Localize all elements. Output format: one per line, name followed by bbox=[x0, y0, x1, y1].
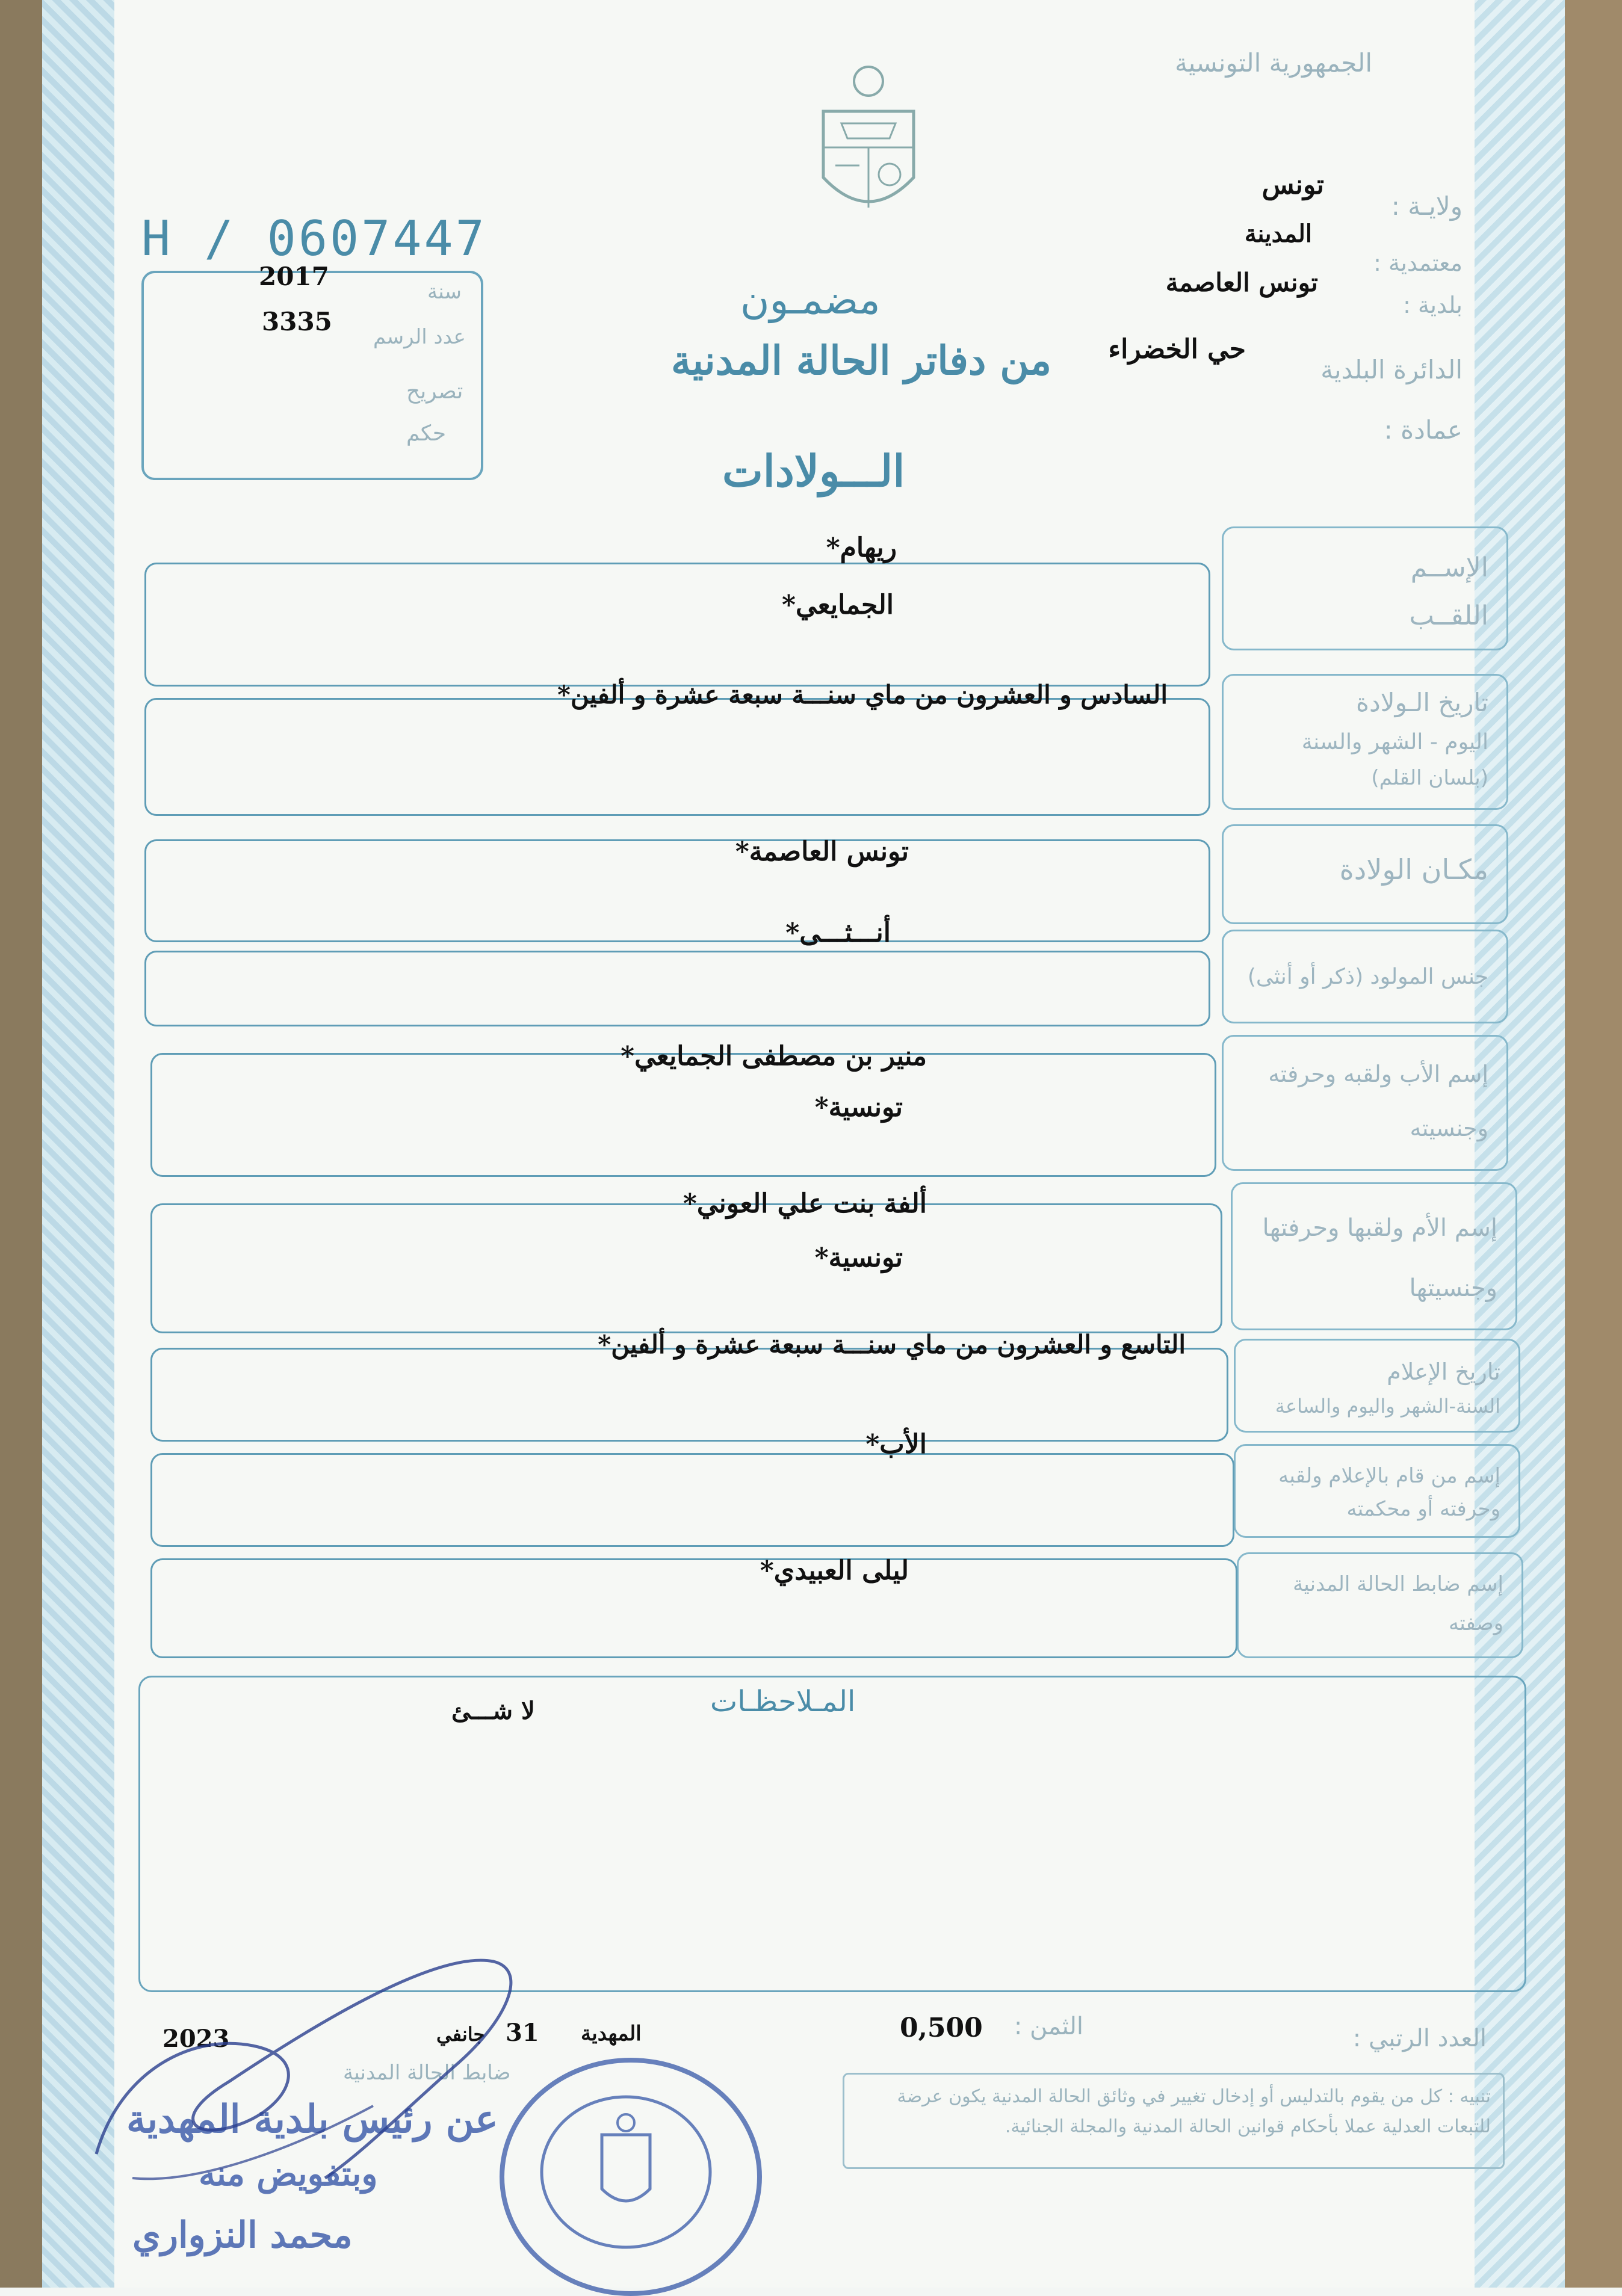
value-sex bbox=[144, 951, 1210, 1026]
label-declarant: إسم من قام بالإعلام ولقبه وحرفته أو محكمته bbox=[1234, 1444, 1520, 1538]
title-births: الـــولادات bbox=[722, 445, 905, 496]
label-mother: إسم الأم ولقبها وحرفتها وجنسيتها bbox=[1231, 1182, 1517, 1330]
record-label: عدد الرسم bbox=[373, 325, 466, 349]
coat-of-arms-icon bbox=[811, 63, 926, 232]
remarks-value: لا شـــئ bbox=[451, 1697, 535, 1725]
remarks-title: المـلاحظـات bbox=[710, 1685, 856, 1718]
label-father: إسم الأب ولقبه وحرفته وجنسيته bbox=[1222, 1035, 1508, 1171]
label-name: الإســم اللقــب bbox=[1222, 526, 1508, 650]
legal-warning: تنبيه : كل من يقوم بالتدليس أو إدخال تغيير في وثائق الحالة المدنية يكون عرضة للتبعات العدلية عملا بأحكام قوانين الحالة المدنية والمجلة الجنائية. bbox=[843, 2073, 1505, 2169]
year-label: سنة bbox=[427, 280, 462, 304]
governorate-value: تونس bbox=[1261, 170, 1324, 200]
delegation-label: معتمدية : bbox=[1373, 250, 1463, 276]
label-sex: جنس المولود (ذكر أو أنثى) bbox=[1222, 930, 1508, 1023]
given-name-value: ريهام* bbox=[826, 532, 897, 563]
value-birth-place bbox=[144, 839, 1210, 942]
background-right bbox=[1565, 0, 1622, 2288]
serial-number: 0607447 bbox=[267, 211, 487, 267]
omda-label: عمادة : bbox=[1384, 415, 1463, 445]
republic-label: الجمهورية التونسية bbox=[1175, 48, 1372, 78]
title-civil-registry: من دفاتر الحالة المدنية bbox=[671, 337, 1051, 384]
father-nationality-value: تونسية* bbox=[814, 1092, 903, 1123]
month-value: جانفي bbox=[436, 2023, 486, 2046]
declaration-label: تصريح bbox=[406, 379, 463, 404]
value-officer bbox=[150, 1558, 1237, 1658]
mother-value: ألفة بنت علي العوني* bbox=[683, 1188, 927, 1219]
sex-value: أنـــثـــى* bbox=[785, 918, 891, 948]
serial-prefix: H / bbox=[141, 211, 236, 267]
price-label: الثمن : bbox=[1014, 2013, 1083, 2040]
value-declaration-date bbox=[150, 1348, 1228, 1442]
judgment-label: حكم bbox=[406, 421, 447, 446]
district-value: حي الخضراء bbox=[1108, 334, 1246, 365]
officer-value: ليلى العبيدي* bbox=[760, 1555, 909, 1586]
governorate-label: ولايـة : bbox=[1391, 191, 1463, 221]
birth-place-value: تونس العاصمة* bbox=[735, 836, 909, 867]
value-mother bbox=[150, 1203, 1222, 1333]
birth-certificate-sheet bbox=[42, 0, 1565, 2288]
signature-line-3: محمد النزواري bbox=[132, 2214, 353, 2256]
background-left bbox=[0, 0, 42, 2288]
surname-value: الجمايعي* bbox=[781, 590, 894, 620]
label-declaration-date: تاريخ الإعلام السنة-الشهر واليوم والساعة bbox=[1234, 1339, 1520, 1433]
officer-label: ضابط الحالة المدنية bbox=[343, 2061, 511, 2085]
value-name bbox=[144, 563, 1210, 687]
record-number-label: العدد الرتبي : bbox=[1352, 2025, 1487, 2052]
declarant-value: الأب* bbox=[865, 1429, 927, 1460]
title-content: مضمـون bbox=[740, 277, 881, 323]
value-declarant bbox=[150, 1453, 1234, 1547]
label-officer: إسم ضابط الحالة المدنية وصفته bbox=[1237, 1552, 1523, 1658]
price-value: 0,500 bbox=[900, 2013, 983, 2043]
father-value: منير بن مصطفى الجمايعي* bbox=[621, 1041, 927, 1072]
signature-line-1: عن رئيس بلدية المهدية bbox=[126, 2097, 498, 2142]
record-value: 3335 bbox=[262, 307, 332, 336]
mother-nationality-value: تونسية* bbox=[814, 1242, 903, 1273]
day-value: 31 bbox=[506, 2019, 539, 2047]
municipality-value: تونس العاصمة bbox=[1165, 268, 1318, 297]
year-value-footer: 2023 bbox=[163, 2025, 230, 2053]
municipality-label: بلدية : bbox=[1403, 292, 1463, 318]
place-value: المهدية bbox=[581, 2022, 642, 2046]
birth-date-value: السادس و العشرون من ماي سنـــة سبعة عشرة و ألفين* bbox=[557, 680, 1168, 709]
value-birth-date bbox=[144, 698, 1210, 816]
delegation-value: المدينة bbox=[1244, 220, 1312, 248]
year-value: 2017 bbox=[259, 262, 329, 291]
handwritten-signature bbox=[72, 1925, 614, 2226]
label-birth-place: مكـان الولادة bbox=[1222, 824, 1508, 924]
district-label: الدائرة البلدية bbox=[1320, 355, 1463, 384]
declaration-date-value: التاسع و العشرون من ماي سنـــة سبعة عشرة و ألفين* bbox=[598, 1330, 1186, 1359]
signature-line-2: وبتفويض منه bbox=[199, 2154, 378, 2194]
label-birth-date: تاريخ الـولادة اليوم - الشهر والسنة (بلسان القلم) bbox=[1222, 674, 1508, 810]
